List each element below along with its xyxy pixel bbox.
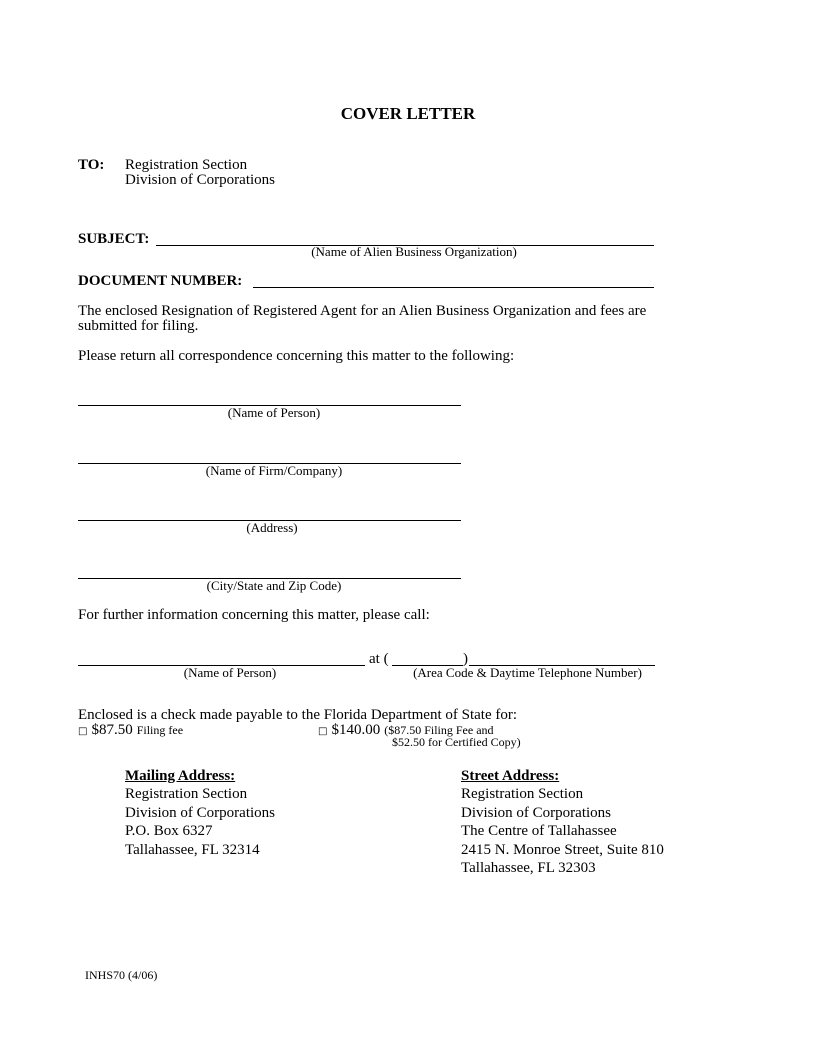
mailing-address-line: P.O. Box 6327 xyxy=(125,823,213,839)
street-address-line: Registration Section xyxy=(461,786,584,802)
contact-person-caption: (Name of Person) xyxy=(183,665,277,680)
payment-option-1-amount: $87.50 xyxy=(91,722,133,738)
document-number-label: DOCUMENT NUMBER: xyxy=(78,273,243,289)
body-paragraph-1-line-1: The enclosed Resignation of Registered Agent for an Alien Business Organization and fees are xyxy=(78,303,647,319)
mailing-address-line: Registration Section xyxy=(125,786,248,802)
body-paragraph-2: Please return all correspondence concerning this matter to the following: xyxy=(78,348,515,364)
checkbox-icon[interactable]: □ xyxy=(318,726,328,737)
payment-intro: Enclosed is a check made payable to the Florida Department of State for: xyxy=(78,707,518,723)
body-paragraph-1-line-2: submitted for filing. xyxy=(78,318,199,334)
phone-caption: (Area Code & Daytime Telephone Number) xyxy=(413,665,642,680)
person-caption: (Name of Person) xyxy=(227,405,321,420)
document-number-field-line[interactable] xyxy=(253,287,654,288)
street-address-line: The Centre of Tallahassee xyxy=(461,823,617,839)
subject-label: SUBJECT: xyxy=(78,231,150,247)
mailing-address-line: Division of Corporations xyxy=(125,805,275,821)
street-address-heading: Street Address: xyxy=(461,768,560,784)
city-state-zip-caption: (City/State and Zip Code) xyxy=(206,578,342,593)
payment-option-2-desc-line-1: ($87.50 Filing Fee and xyxy=(384,723,494,737)
to-label: TO: xyxy=(78,157,105,173)
firm-caption: (Name of Firm/Company) xyxy=(205,463,343,478)
contact-prompt: For further information concerning this matter, please call: xyxy=(78,607,430,623)
street-address-line: 2415 N. Monroe Street, Suite 810 xyxy=(461,842,664,858)
contact-close-paren: ) xyxy=(463,651,468,667)
to-line-2: Division of Corporations xyxy=(125,172,275,188)
address-caption: (Address) xyxy=(246,520,298,535)
contact-at-text: at ( xyxy=(369,651,389,667)
form-id: INHS70 (4/06) xyxy=(85,968,158,982)
page-title: COVER LETTER xyxy=(340,104,476,123)
payment-option-2-desc-line-2: $52.50 for Certified Copy) xyxy=(392,735,521,749)
payment-option-87-50[interactable] xyxy=(78,721,183,739)
payment-option-2-amount: $140.00 xyxy=(331,722,381,738)
mailing-address-line: Tallahassee, FL 32314 xyxy=(125,842,260,858)
street-address-line: Division of Corporations xyxy=(461,805,611,821)
to-line-1: Registration Section xyxy=(125,157,248,173)
street-address-line: Tallahassee, FL 32303 xyxy=(461,860,596,876)
mailing-address-heading: Mailing Address: xyxy=(125,768,236,784)
checkbox-icon[interactable]: □ xyxy=(78,726,88,737)
payment-option-1-desc: Filing fee xyxy=(136,723,184,737)
subject-caption: (Name of Alien Business Organization) xyxy=(311,244,517,259)
